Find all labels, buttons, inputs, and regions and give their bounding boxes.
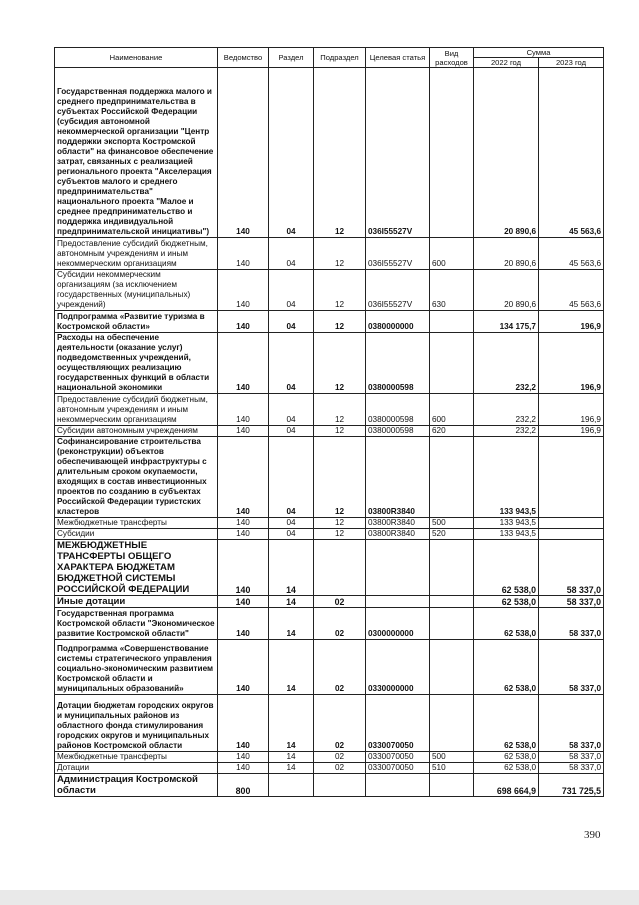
- cell-target-article: [366, 774, 430, 797]
- cell-name: Дотации бюджетам городских округов и муниципальных районов из областного фонда стимулирования городских округов и муниципальных районов Костромской области: [55, 695, 218, 752]
- cell-sum-2022: 20 890,6: [474, 270, 539, 311]
- cell-podrazdel: 12: [314, 270, 366, 311]
- table-row: [55, 394, 604, 426]
- cell-expense-type: [430, 695, 474, 752]
- page-number: 390: [584, 829, 601, 841]
- cell-podrazdel: [314, 774, 366, 797]
- table-row: [55, 529, 604, 540]
- cell-razdel: 14: [269, 640, 314, 695]
- cell-sum-2023: 58 337,0: [539, 640, 604, 695]
- cell-sum-2023: 58 337,0: [539, 763, 604, 774]
- cell-sum-2023: [539, 437, 604, 518]
- cell-razdel: 04: [269, 437, 314, 518]
- cell-name: Предоставление субсидий бюджетным, автономным учреждениям и иным некоммерческим организациям: [55, 238, 218, 270]
- cell-sum-2023: [539, 529, 604, 540]
- cell-podrazdel: 02: [314, 640, 366, 695]
- cell-podrazdel: 12: [314, 529, 366, 540]
- cell-target-article: 0330000000: [366, 640, 430, 695]
- cell-razdel: [269, 774, 314, 797]
- cell-vedomstvo: 140: [218, 394, 269, 426]
- cell-razdel: 04: [269, 518, 314, 529]
- table-row: [55, 540, 604, 596]
- cell-razdel: 14: [269, 540, 314, 596]
- cell-vedomstvo: 140: [218, 596, 269, 608]
- cell-sum-2022: 62 538,0: [474, 695, 539, 752]
- cell-vedomstvo: 140: [218, 311, 269, 333]
- cell-name: Иные дотации: [55, 596, 218, 608]
- cell-target-article: 0380000598: [366, 333, 430, 394]
- cell-sum-2022: 232,2: [474, 333, 539, 394]
- table-row: [55, 270, 604, 311]
- cell-expense-type: 600: [430, 394, 474, 426]
- cell-razdel: 04: [269, 529, 314, 540]
- cell-vedomstvo: 140: [218, 270, 269, 311]
- table-row: [55, 426, 604, 437]
- cell-expense-type: 620: [430, 426, 474, 437]
- header-expense-type: Вид расходов: [430, 48, 474, 68]
- cell-podrazdel: 12: [314, 437, 366, 518]
- cell-expense-type: [430, 68, 474, 238]
- cell-sum-2022: 134 175,7: [474, 311, 539, 333]
- cell-name: Межбюджетные трансферты: [55, 518, 218, 529]
- cell-vedomstvo: 140: [218, 529, 269, 540]
- cell-podrazdel: 12: [314, 394, 366, 426]
- table-body: [55, 68, 604, 797]
- cell-name: Субсидии некоммерческим организациям (за исключением государственных (муниципальных) учреждений): [55, 270, 218, 311]
- cell-razdel: 14: [269, 752, 314, 763]
- cell-sum-2022: 62 538,0: [474, 763, 539, 774]
- scan-bottom-strip: [0, 890, 639, 905]
- cell-sum-2023: 45 563,6: [539, 270, 604, 311]
- cell-name: Подпрограмма «Совершенствование системы стратегического управления социально-экономическим развитием Костромской области и муниципальных образований»: [55, 640, 218, 695]
- cell-name: Администрация Костромской области: [55, 774, 218, 797]
- cell-target-article: 0380000598: [366, 394, 430, 426]
- table-row: [55, 596, 604, 608]
- cell-sum-2022: 62 538,0: [474, 640, 539, 695]
- cell-target-article: 0380000000: [366, 311, 430, 333]
- cell-podrazdel: 12: [314, 333, 366, 394]
- header-year-2023: 2023 год: [539, 58, 604, 68]
- cell-podrazdel: [314, 540, 366, 596]
- cell-expense-type: [430, 608, 474, 640]
- cell-podrazdel: 02: [314, 752, 366, 763]
- cell-expense-type: [430, 540, 474, 596]
- cell-podrazdel: 02: [314, 608, 366, 640]
- cell-sum-2023: 45 563,6: [539, 238, 604, 270]
- cell-razdel: 04: [269, 311, 314, 333]
- cell-target-article: 036I55527V: [366, 238, 430, 270]
- cell-podrazdel: 12: [314, 311, 366, 333]
- table-row: [55, 518, 604, 529]
- cell-vedomstvo: 140: [218, 540, 269, 596]
- cell-target-article: [366, 540, 430, 596]
- cell-vedomstvo: 140: [218, 763, 269, 774]
- table-row: [55, 752, 604, 763]
- table-row: [55, 68, 604, 238]
- cell-sum-2023: 196,9: [539, 394, 604, 426]
- cell-podrazdel: 12: [314, 238, 366, 270]
- cell-target-article: 0330070050: [366, 763, 430, 774]
- table-header: [55, 48, 604, 68]
- cell-vedomstvo: 140: [218, 437, 269, 518]
- cell-sum-2022: 133 943,5: [474, 529, 539, 540]
- table-row: [55, 333, 604, 394]
- cell-vedomstvo: 140: [218, 238, 269, 270]
- cell-target-article: 03800R3840: [366, 529, 430, 540]
- cell-target-article: 0380000598: [366, 426, 430, 437]
- cell-expense-type: [430, 437, 474, 518]
- cell-sum-2023: 196,9: [539, 426, 604, 437]
- table-row: [55, 437, 604, 518]
- cell-podrazdel: 12: [314, 68, 366, 238]
- table-row: [55, 774, 604, 797]
- cell-target-article: 0330070050: [366, 695, 430, 752]
- header-sum: Сумма: [474, 48, 604, 58]
- cell-name: Субсидии: [55, 529, 218, 540]
- cell-expense-type: [430, 596, 474, 608]
- header-name: Наименование: [55, 48, 218, 68]
- header-year-2022: 2022 год: [474, 58, 539, 68]
- cell-vedomstvo: 140: [218, 333, 269, 394]
- cell-razdel: 14: [269, 695, 314, 752]
- cell-vedomstvo: 140: [218, 640, 269, 695]
- cell-name: Субсидии автономным учреждениям: [55, 426, 218, 437]
- cell-expense-type: 500: [430, 752, 474, 763]
- table-row: [55, 695, 604, 752]
- cell-name: Межбюджетные трансферты: [55, 752, 218, 763]
- cell-name: Дотации: [55, 763, 218, 774]
- cell-sum-2022: 20 890,6: [474, 68, 539, 238]
- table-row: [55, 640, 604, 695]
- cell-expense-type: 600: [430, 238, 474, 270]
- cell-razdel: 04: [269, 426, 314, 437]
- cell-sum-2022: 698 664,9: [474, 774, 539, 797]
- cell-target-article: [366, 596, 430, 608]
- cell-expense-type: 520: [430, 529, 474, 540]
- cell-podrazdel: 02: [314, 596, 366, 608]
- cell-target-article: 0300000000: [366, 608, 430, 640]
- cell-expense-type: [430, 311, 474, 333]
- cell-sum-2023: 196,9: [539, 311, 604, 333]
- cell-vedomstvo: 140: [218, 518, 269, 529]
- cell-expense-type: [430, 774, 474, 797]
- cell-razdel: 14: [269, 763, 314, 774]
- cell-name: Предоставление субсидий бюджетным, автономным учреждениям и иным некоммерческим организациям: [55, 394, 218, 426]
- cell-target-article: 03800R3840: [366, 518, 430, 529]
- cell-target-article: 036I55527V: [366, 270, 430, 311]
- cell-expense-type: 630: [430, 270, 474, 311]
- table-row: [55, 311, 604, 333]
- table-row: [55, 608, 604, 640]
- cell-sum-2023: [539, 518, 604, 529]
- cell-vedomstvo: 140: [218, 695, 269, 752]
- cell-target-article: 03800R3840: [366, 437, 430, 518]
- cell-vedomstvo: 140: [218, 752, 269, 763]
- header-vedomstvo: Ведомство: [218, 48, 269, 68]
- cell-vedomstvo: 140: [218, 68, 269, 238]
- cell-vedomstvo: 140: [218, 608, 269, 640]
- cell-expense-type: 510: [430, 763, 474, 774]
- cell-vedomstvo: 140: [218, 426, 269, 437]
- cell-sum-2023: 58 337,0: [539, 695, 604, 752]
- cell-sum-2022: 62 538,0: [474, 752, 539, 763]
- cell-razdel: 04: [269, 238, 314, 270]
- cell-sum-2023: 196,9: [539, 333, 604, 394]
- cell-sum-2023: 45 563,6: [539, 68, 604, 238]
- cell-name: Расходы на обеспечение деятельности (оказание услуг) подведомственных учреждений, осуществляющих реализацию государственных функций в области национальной экономики: [55, 333, 218, 394]
- cell-podrazdel: 02: [314, 695, 366, 752]
- table-row: [55, 763, 604, 774]
- cell-sum-2023: 58 337,0: [539, 596, 604, 608]
- cell-sum-2022: 133 943,5: [474, 518, 539, 529]
- cell-sum-2022: 62 538,0: [474, 608, 539, 640]
- header-target-article: Целевая статья: [366, 48, 430, 68]
- cell-sum-2022: 133 943,5: [474, 437, 539, 518]
- cell-sum-2023: 58 337,0: [539, 540, 604, 596]
- cell-sum-2023: 731 725,5: [539, 774, 604, 797]
- cell-sum-2023: 58 337,0: [539, 752, 604, 763]
- cell-sum-2022: 20 890,6: [474, 238, 539, 270]
- budget-table: [54, 47, 604, 797]
- cell-podrazdel: 02: [314, 763, 366, 774]
- cell-sum-2022: 62 538,0: [474, 596, 539, 608]
- cell-name: Подпрограмма «Развитие туризма в Костромской области»: [55, 311, 218, 333]
- cell-razdel: 04: [269, 333, 314, 394]
- cell-sum-2023: 58 337,0: [539, 608, 604, 640]
- table-row: [55, 238, 604, 270]
- cell-razdel: 04: [269, 270, 314, 311]
- cell-razdel: 04: [269, 394, 314, 426]
- cell-sum-2022: 232,2: [474, 426, 539, 437]
- header-podrazdel: Подраздел: [314, 48, 366, 68]
- cell-name: МЕЖБЮДЖЕТНЫЕ ТРАНСФЕРТЫ ОБЩЕГО ХАРАКТЕРА БЮДЖЕТАМ БЮДЖЕТНОЙ СИСТЕМЫ РОССИЙСКОЙ ФЕДЕРАЦИИ: [55, 540, 218, 596]
- cell-sum-2022: 62 538,0: [474, 540, 539, 596]
- cell-vedomstvo: 800: [218, 774, 269, 797]
- cell-name: Софинансирование строительства (реконструкции) объектов обеспечивающей инфраструктуры с длительным сроком окупаемости, входящих в состав инвестиционных проектов по созданию в субъектах Российской Федерации туристских кластеров: [55, 437, 218, 518]
- header-razdel: Раздел: [269, 48, 314, 68]
- cell-razdel: 04: [269, 68, 314, 238]
- cell-name: Государственная поддержка малого и среднего предпринимательства в субъектах Российской Федерации (субсидия автономной некоммерческой организации "Центр поддержки экспорта Костромской области" на финансовое обеспечение затрат, связанных с реализацией регионального проекта "Акселерация субъектов малого и среднего предпринимательства" национального проекта "Малое и среднее предпринимательство и поддержка индивидуальной предпринимательской инициативы"): [55, 68, 218, 238]
- cell-name: Государственная программа Костромской области "Экономическое развитие Костромской области": [55, 608, 218, 640]
- cell-sum-2022: 232,2: [474, 394, 539, 426]
- cell-razdel: 14: [269, 608, 314, 640]
- cell-expense-type: [430, 640, 474, 695]
- cell-podrazdel: 12: [314, 518, 366, 529]
- cell-podrazdel: 12: [314, 426, 366, 437]
- cell-expense-type: 500: [430, 518, 474, 529]
- cell-razdel: 14: [269, 596, 314, 608]
- cell-target-article: 0330070050: [366, 752, 430, 763]
- cell-target-article: 036I55527V: [366, 68, 430, 238]
- cell-expense-type: [430, 333, 474, 394]
